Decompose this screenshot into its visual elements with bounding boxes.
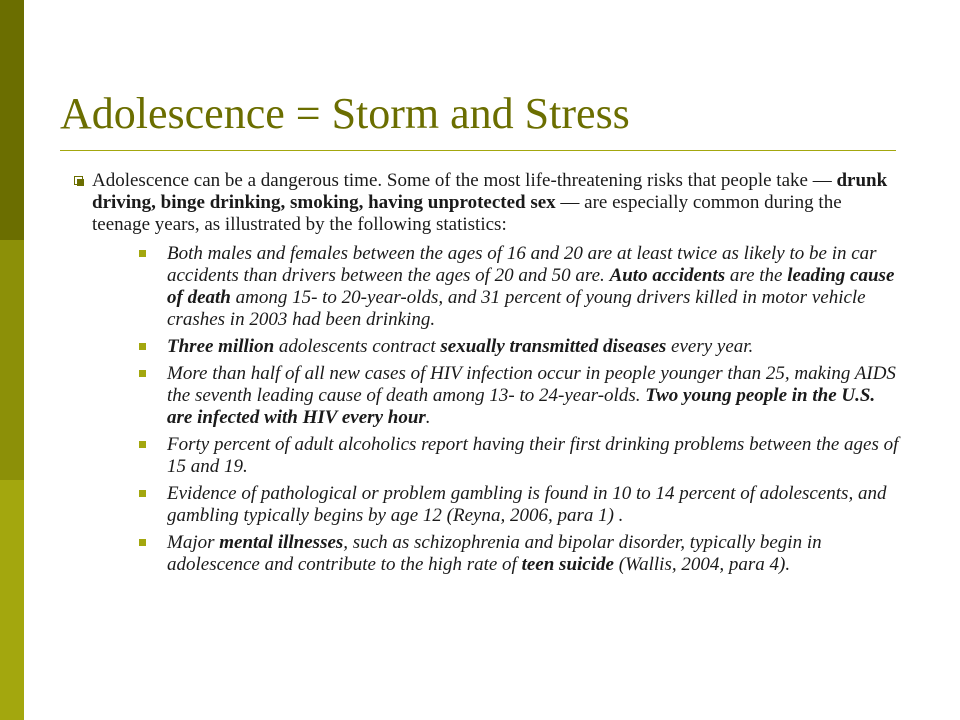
main-bullet-text: Adolescence can be a dangerous time. Some of the most life-threatening risks that people take — drunk driving, binge drinking, smoking, having unprotected sex — are especially common during the teenage years, as illustrated by the following statistics:	[92, 170, 888, 235]
list-item: Evidence of pathological or problem gambling is found in 10 to 14 percent of adolescents, and gambling typically begins by age 12 (Reyna, 2006, para 1) .	[92, 483, 900, 527]
decorative-band-middle	[0, 240, 24, 480]
title-divider	[60, 150, 896, 151]
slide-title: Adolescence = Storm and Stress	[60, 89, 630, 138]
decorative-band-bottom	[0, 480, 24, 720]
list-item: More than half of all new cases of HIV infection occur in people younger than 25, making AIDS the seventh leading cause of death among 13- to 24-year-olds. Two young people in the U.S. are infected with HIV every hour.	[92, 363, 900, 429]
square-bullet-icon	[74, 176, 85, 187]
statistics-list	[92, 243, 900, 576]
small-square-bullet-icon	[139, 490, 146, 497]
decorative-band-top	[0, 0, 24, 240]
list-item: Forty percent of adult alcoholics report having their first drinking problems between the ages of 15 and 19.	[92, 434, 900, 478]
main-bullet	[60, 170, 900, 576]
list-item: Three million adolescents contract sexually transmitted diseases every year.	[92, 336, 900, 358]
list-item: Major mental illnesses, such as schizophrenia and bipolar disorder, typically begin in adolescence and contribute to the high rate of teen suicide (Wallis, 2004, para 4).	[92, 532, 900, 576]
list-item: Both males and females between the ages of 16 and 20 are at least twice as likely to be in car accidents than drivers between the ages of 20 and 50 are. Auto accidents are the leading cause of death among 15- to 20-year-olds, and 31 percent of young drivers killed in motor vehicle crashes in 2003 had been drinking.	[92, 243, 900, 331]
small-square-bullet-icon	[139, 343, 146, 350]
slide-content	[60, 170, 900, 576]
small-square-bullet-icon	[139, 539, 146, 546]
small-square-bullet-icon	[139, 441, 146, 448]
small-square-bullet-icon	[139, 370, 146, 377]
small-square-bullet-icon	[139, 250, 146, 257]
